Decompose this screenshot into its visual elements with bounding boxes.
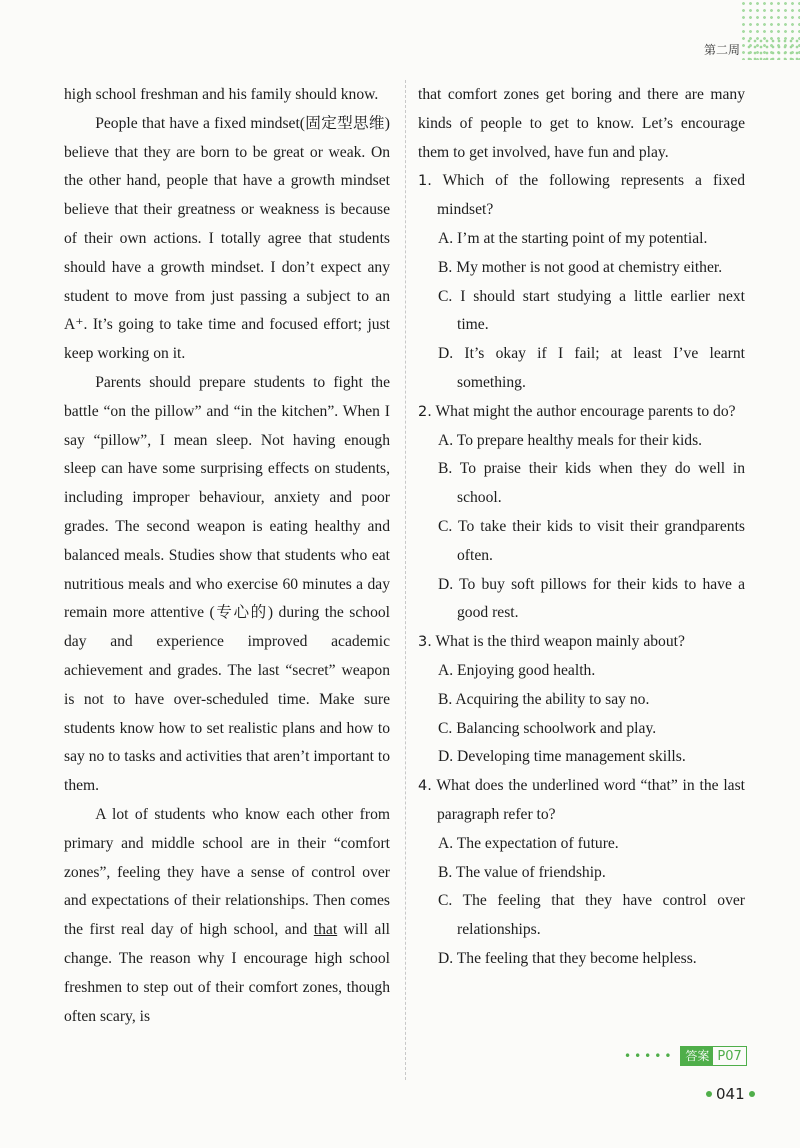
question-number: 4. [418,778,432,795]
option-c: C. The feeling that they have control over relationships. [438,892,745,939]
option-d: D. The feeling that they become helpless. [438,949,697,967]
answer-page: P07 [717,1048,742,1064]
question-stem [418,772,745,830]
answer-dots-decoration: ••••• [624,1049,675,1063]
answer-box [680,1046,746,1066]
question-stem [418,398,745,427]
option-a: A. I’m at the starting point of my potential. [438,229,708,247]
passage-right-column [418,81,745,974]
question-stem [418,628,745,657]
option-b: B. Acquiring the ability to say no. [438,690,650,708]
paragraph-3-part-2: will all change. The reason why I encourage high school freshmen to step out of their comfort zones, though often scary, is [64,921,390,1025]
question-number: 3. [418,634,432,651]
option-a: A. Enjoying good health. [438,661,596,679]
paragraph-continuation: that comfort zones get boring and there are many kinds of people to get to know. Let’s encourage them to get involved, have fun and play. [418,86,745,161]
page-number [702,1085,759,1103]
option-c: C. Balancing schoolwork and play. [438,719,657,737]
question-text: Which of the following represents a fixed mindset? [437,172,746,219]
week-label: 第二周 [704,43,741,57]
page-number-text: 041 [716,1085,745,1103]
underlined-word-that: that [313,921,338,939]
dot-icon [706,1091,712,1097]
paragraph-3-part-1: A lot of students who know each other from primary and middle school are in their “comfort zones”, feeling they have a sense of control over and expectations of their relationships. Then comes the first real day of high school, and [64,805,390,939]
question-number: 2. [418,403,432,420]
paragraph-1: People that have a fixed mindset(固定型思维) believe that they are born to be great or weak. On the other hand, people that have a growth mindset believe that their greatness or weakness is because of their own actions. I totally agree that students should have a growth mindset. I don’t expect any student to move from just passing a subject to an A⁺. It’s going to take time and focused effort; just keep working on it. [64,114,390,363]
column-divider [405,80,406,1080]
dot-icon [749,1091,755,1097]
passage-left-column [64,81,390,1031]
paragraph-0: high school freshman and his family should know. [64,86,379,103]
option-d: D. It’s okay if I fail; at least I’ve learnt something. [438,345,745,391]
option-d: D. To buy soft pillows for their kids to have a good rest. [438,575,745,622]
question-stem [418,167,745,225]
option-b: B. To praise their kids when they do well in school. [438,460,745,507]
decorative-dot-pattern-small [746,38,800,60]
option-c: C. To take their kids to visit their grandparents often. [438,517,745,564]
option-a: A. To prepare healthy meals for their kids. [438,431,703,449]
question-1 [418,167,745,397]
option-b: B. The value of friendship. [438,863,606,881]
option-b: B. My mother is not good at chemistry either. [438,258,723,276]
question-3 [418,628,745,772]
question-number: 1. [418,173,432,190]
question-2 [418,398,745,628]
question-4 [418,772,745,974]
question-text: What is the third weapon mainly about? [435,633,685,651]
answer-label: 答案 [681,1047,713,1065]
option-d: D. Developing time management skills. [438,748,686,766]
question-text: What does the underlined word “that” in the last paragraph refer to? [436,777,745,823]
answer-reference-tag [624,1046,747,1066]
paragraph-3 [64,801,390,1031]
question-text: What might the author encourage parents to do? [435,402,736,420]
option-c: C. I should start studying a little earlier next time. [438,287,745,334]
paragraph-2: Parents should prepare students to fight the battle “on the pillow” and “in the kitchen”. When I say “pillow”, I mean sleep. Not having enough sleep can have some surprising effects on students, including improper behaviour, anxiety and poor grades. The second weapon is eating healthy and balanced meals. Studies show that students who eat nutritious meals and who exercise 60 minutes a day remain more attentive (专心的) during the school day and experience improved academic achievement and grades. The last “secret” weapon is not to have over-scheduled time. Make sure students know how to set realistic plans and how to say no to tasks and activities that aren’t important to them. [64,373,390,795]
option-a: A. The expectation of future. [438,834,619,852]
